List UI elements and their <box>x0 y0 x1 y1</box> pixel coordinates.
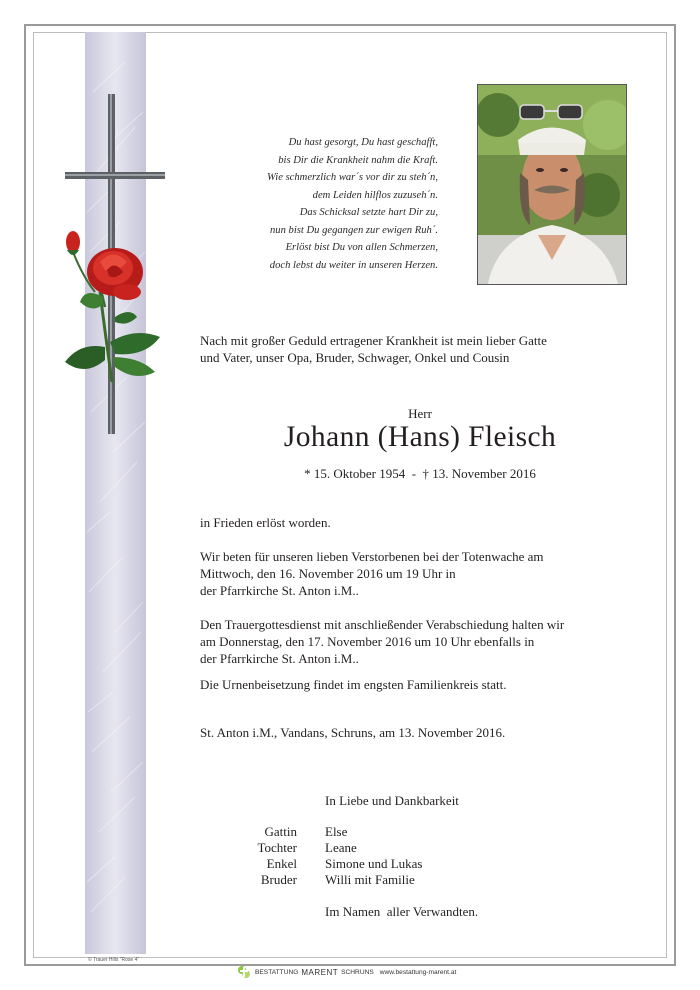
poem-line: dem Leiden hilflos zuzuseh´n. <box>312 189 438 201</box>
intro-line-2: und Vater, unser Opa, Bruder, Schwager, Onkel und Cousin <box>200 350 510 365</box>
footer-town: SCHRUNS <box>341 968 374 976</box>
poem-line: bis Dir die Krankheit nahm die Kraft. <box>278 154 438 166</box>
poem-line: nun bist Du gegangen zur ewigen Ruh´. <box>269 224 438 236</box>
place-date: St. Anton i.M., Vandans, Schruns, am 13. November 2016. <box>200 725 506 740</box>
poem-line: Wie schmerzlich war´s vor dir zu steh´n, <box>267 172 438 183</box>
service-line: am Donnerstag, den 17. November 2016 um 10 Uhr ebenfalls in <box>200 634 535 649</box>
cross-with-rose-illustration <box>55 92 170 437</box>
service-line: der Pfarrkirche St. Anton i.M.. <box>200 651 359 666</box>
intro-line-1: Nach mit großer Geduld ertragener Krankheit ist mein lieber Gatte <box>200 333 547 348</box>
wake-line: der Pfarrkirche St. Anton i.M.. <box>200 583 359 598</box>
memorial-poem <box>200 134 438 274</box>
closing-heading: In Liebe und Dankbarkeit <box>325 793 459 808</box>
footer-website: www.bestattung-marent.at <box>379 968 457 976</box>
service-line: Den Trauergottesdienst mit anschließender Verabschiedung halten wir <box>200 617 565 632</box>
footer-company: BESTATTUNG <box>255 968 299 976</box>
wake-line: Wir beten für unseren lieben Verstorbenen bei der Totenwache am <box>200 549 544 564</box>
poem-line: Du hast gesorgt, Du hast geschafft, <box>288 137 438 148</box>
mourner-role: Tochter <box>257 840 297 855</box>
signoff: Im Namen aller Verwandten. <box>325 904 479 919</box>
footer-brand: MARENT <box>301 967 339 977</box>
mourner-row <box>230 856 423 872</box>
poem-line: doch lebst du weiter in unseren Herzen. <box>269 259 438 271</box>
image-credit: © Trauer Hills "Rose 4" <box>88 957 140 963</box>
footer <box>237 963 456 981</box>
urn-text: Die Urnenbeisetzung findet im engsten Familienkreis statt. <box>200 677 507 692</box>
mourner-row <box>230 840 423 856</box>
wake-line: Mittwoch, den 16. November 2016 um 19 Uhr in <box>200 566 456 581</box>
mourners-list <box>230 824 423 888</box>
mourner-role: Enkel <box>266 856 297 871</box>
released-text: in Frieden erlöst worden. <box>200 515 331 530</box>
mourner-names: Willi mit Familie <box>325 872 415 887</box>
bestattung-logo-icon <box>237 965 251 979</box>
portrait-image <box>478 85 626 284</box>
mourner-names: Leane <box>325 840 357 855</box>
life-dates: * 15. Oktober 1954 - † 13. November 2016 <box>304 466 536 481</box>
mourner-row <box>230 872 423 888</box>
mourner-names: Else <box>325 824 348 839</box>
salutation: Herr <box>408 406 432 421</box>
portrait-photo <box>477 84 627 285</box>
mourner-role: Bruder <box>260 872 297 887</box>
poem-line: Das Schicksal setzte hart Dir zu, <box>299 207 438 218</box>
mourner-row <box>230 824 423 840</box>
mourner-role: Gattin <box>264 824 297 839</box>
poem-line: Erlöst bist Du von allen Schmerzen, <box>285 242 438 253</box>
deceased-name: Johann (Hans) Fleisch <box>283 421 557 453</box>
mourner-names: Simone und Lukas <box>325 856 423 871</box>
